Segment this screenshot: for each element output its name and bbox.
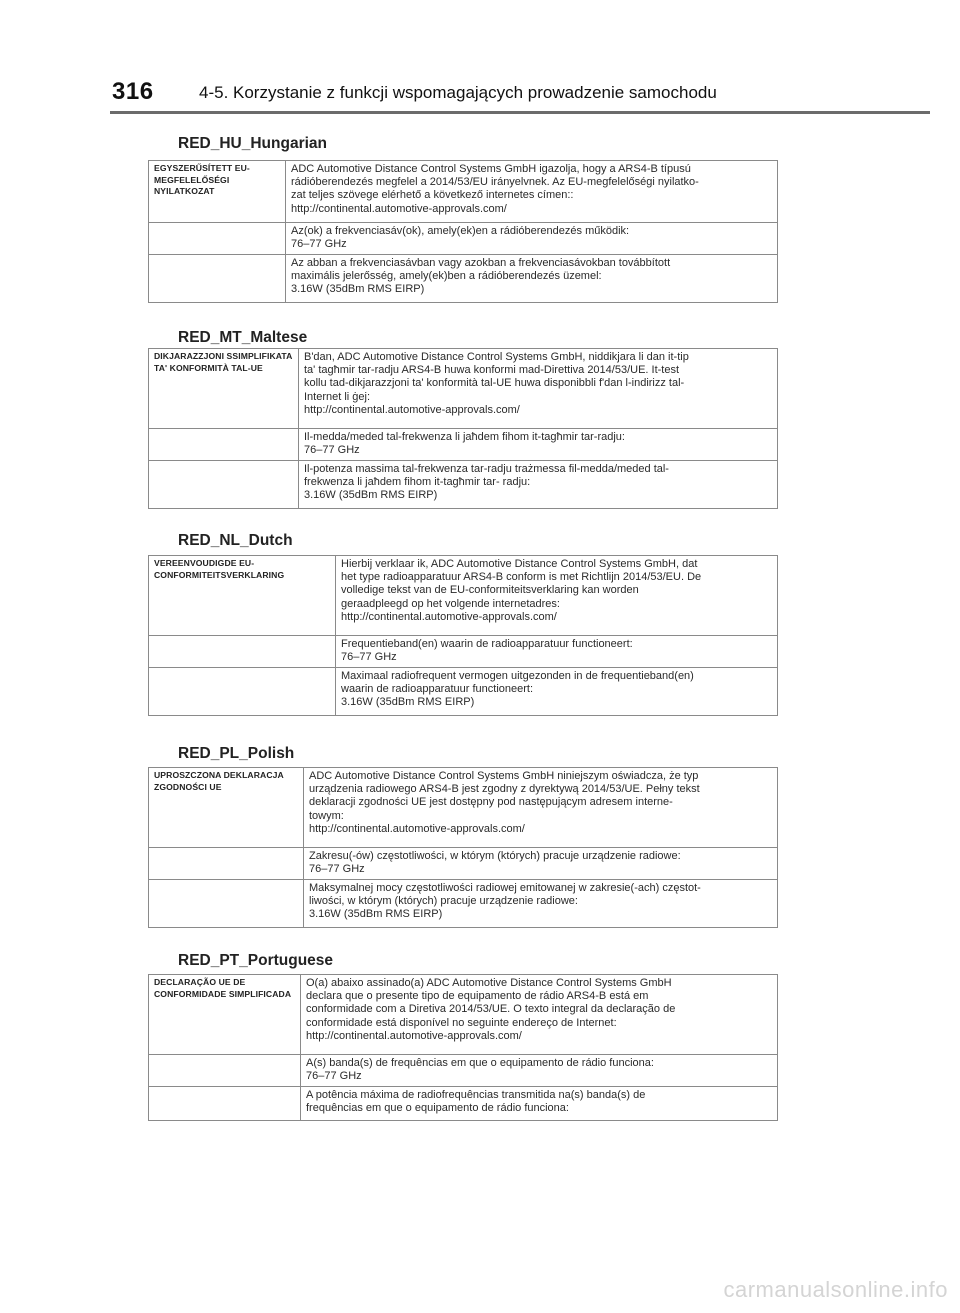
table-row bbox=[149, 556, 778, 636]
empty-cell bbox=[149, 1087, 301, 1121]
page-header bbox=[0, 0, 960, 116]
section-title-dutch: RED_NL_Dutch bbox=[178, 532, 293, 549]
table-row bbox=[149, 223, 778, 255]
table-row bbox=[149, 1055, 778, 1087]
power-text: Az abban a frekvenciasávban vagy azokban a frekvenciasávokban továbbított maximális jelerősség, amely(ek)ben a rádióberendezés üzemel: 3.16W (35dBm RMS EIRP) bbox=[286, 255, 778, 303]
declaration-table-polish bbox=[148, 767, 778, 928]
frequency-text: Frequentieband(en) waarin de radioapparatuur functioneert: 76–77 GHz bbox=[336, 636, 778, 668]
declaration-text: ADC Automotive Distance Control Systems GmbH niniejszym oświadcza, że typ urządzenia radiowego ARS4-B jest zgodny z dyrektywą 2014/53/UE. Pełny tekst deklaracji zgodności UE jest dostępny pod następującym adresem interne- towym: http://continental.automotive-approvals.com/ bbox=[304, 768, 778, 848]
declaration-table-portuguese bbox=[148, 974, 778, 1121]
table-row bbox=[149, 636, 778, 668]
declaration-label: VEREENVOUDIGDE EU-CONFORMITEITSVERKLARING bbox=[149, 556, 336, 636]
empty-cell bbox=[149, 223, 286, 255]
declaration-table-maltese bbox=[148, 348, 778, 509]
table-row bbox=[149, 668, 778, 716]
declaration-label: UPROSZCZONA DEKLARACJA ZGODNOŚCI UE bbox=[149, 768, 304, 848]
frequency-text: Az(ok) a frekvenciasáv(ok), amely(ek)en a rádióberendezés működik: 76–77 GHz bbox=[286, 223, 778, 255]
empty-cell bbox=[149, 429, 299, 461]
declaration-text: ADC Automotive Distance Control Systems GmbH igazolja, hogy a ARS4-B típusú rádióberendezés megfelel a 2014/53/EU irányelvnek. Az EU-megfelelőségi nyilatko- zat teljes szövege elérhető a következő internetes címen:: http://continental.automotive-approvals.com/ bbox=[286, 161, 778, 223]
empty-cell bbox=[149, 848, 304, 880]
frequency-text: Zakresu(-ów) częstotliwości, w którym (których) pracuje urządzenie radiowe: 76–77 GHz bbox=[304, 848, 778, 880]
declaration-text: B'dan, ADC Automotive Distance Control Systems GmbH, niddikjara li dan it-tip ta' tagħmir tar-radju ARS4-B huwa konformi mad-Direttiva 2014/53/UE. It-test kollu tad-dikjarazzjoni ta' konformità tal-UE huwa disponibbli f'dan l-indirizz tal- Internet li ġej: http://continental.automotive-approvals.com/ bbox=[299, 349, 778, 429]
declaration-label: EGYSZERŰSÍTETT EU-MEGFELELŐSÉGI NYILATKOZAT bbox=[149, 161, 286, 223]
section-title-portuguese: RED_PT_Portuguese bbox=[178, 952, 334, 969]
power-text: Maximaal radiofrequent vermogen uitgezonden in de frequentieband(en) waarin de radioapparatuur functioneert: 3.16W (35dBm RMS EIRP) bbox=[336, 668, 778, 716]
empty-cell bbox=[149, 668, 336, 716]
table-row bbox=[149, 461, 778, 509]
table-row bbox=[149, 768, 778, 848]
section-title-hungarian: RED_HU_Hungarian bbox=[178, 135, 327, 152]
table-row bbox=[149, 1087, 778, 1121]
declaration-label: DIKJARAZZJONI SSIMPLIFIKATA TA' KONFORMITÀ TAL-UE bbox=[149, 349, 299, 429]
table-row bbox=[149, 161, 778, 223]
empty-cell bbox=[149, 461, 299, 509]
table-row bbox=[149, 429, 778, 461]
power-text: Il-potenza massima tal-frekwenza tar-radju trażmessa fil-medda/meded tal- frekwenza li jaħdem fihom it-tagħmir tar- radju: 3.16W (35dBm RMS EIRP) bbox=[299, 461, 778, 509]
power-text: Maksymalnej mocy częstotliwości radiowej emitowanej w zakresie(-ach) częstot- liwości, w którym (których) pracuje urządzenie radiowe: 3.16W (35dBm RMS EIRP) bbox=[304, 880, 778, 928]
frequency-text: Il-medda/meded tal-frekwenza li jaħdem fihom it-tagħmir tar-radju: 76–77 GHz bbox=[299, 429, 778, 461]
power-text: A potência máxima de radiofrequências transmitida na(s) banda(s) de frequências em que o equipamento de rádio funciona: bbox=[301, 1087, 778, 1121]
table-row bbox=[149, 975, 778, 1055]
empty-cell bbox=[149, 1055, 301, 1087]
empty-cell bbox=[149, 636, 336, 668]
header-rule bbox=[110, 111, 930, 114]
empty-cell bbox=[149, 880, 304, 928]
declaration-table-hungarian bbox=[148, 160, 778, 303]
section-title-polish: RED_PL_Polish bbox=[178, 745, 295, 762]
declaration-table-dutch bbox=[148, 555, 778, 716]
table-row bbox=[149, 848, 778, 880]
table-row bbox=[149, 349, 778, 429]
chapter-title: 4-5. Korzystanie z funkcji wspomagających prowadzenie samochodu bbox=[199, 83, 717, 102]
frequency-text: A(s) banda(s) de frequências em que o equipamento de rádio funciona: 76–77 GHz bbox=[301, 1055, 778, 1087]
declaration-text: O(a) abaixo assinado(a) ADC Automotive Distance Control Systems GmbH declara que o presente tipo de equipamento de rádio ARS4-B está em conformidade com a Diretiva 2014/53/UE. O texto integral da declaração de conformidade está disponível no seguinte endereço de Internet: http://continental.automotive-approvals.com/ bbox=[301, 975, 778, 1055]
table-row bbox=[149, 255, 778, 303]
watermark: carmanualsonline.info bbox=[723, 1277, 948, 1302]
empty-cell bbox=[149, 255, 286, 303]
page-number: 316 bbox=[112, 78, 154, 105]
section-title-maltese: RED_MT_Maltese bbox=[178, 329, 308, 346]
declaration-text: Hierbij verklaar ik, ADC Automotive Distance Control Systems GmbH, dat het type radioapparatuur ARS4-B conform is met Richtlijn 2014/53/EU. De volledige tekst van de EU-conformiteitsverklaring kan worden geraadpleegd op het volgende internetadres: http://continental.automotive-approvals.com/ bbox=[336, 556, 778, 636]
table-row bbox=[149, 880, 778, 928]
declaration-label: DECLARAÇÃO UE DE CONFORMIDADE SIMPLIFICADA bbox=[149, 975, 301, 1055]
